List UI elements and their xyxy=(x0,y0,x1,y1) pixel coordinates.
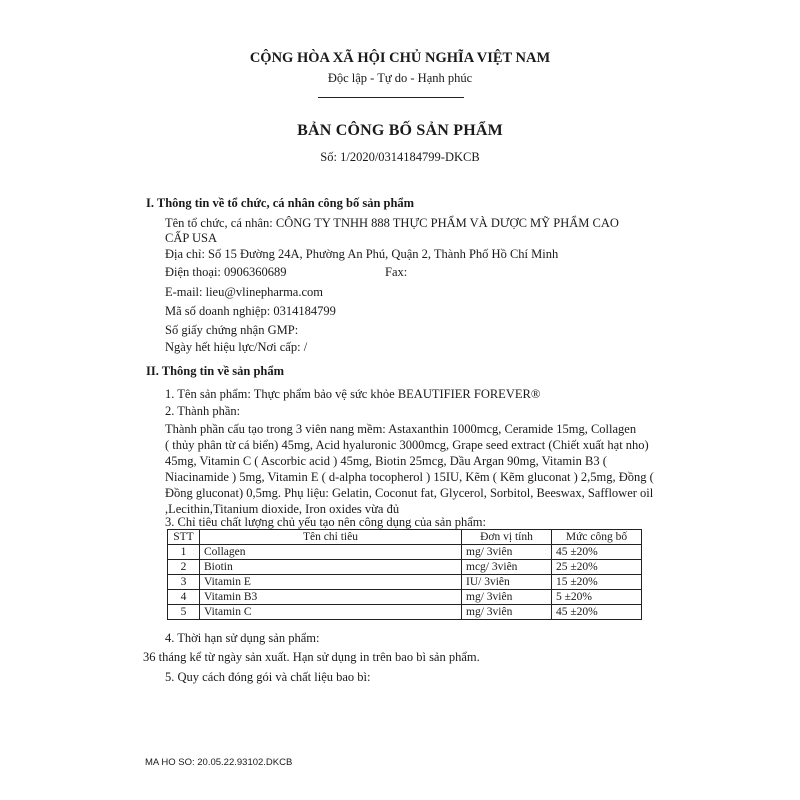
header-criteria: Tên chỉ tiêu xyxy=(200,530,462,545)
cell-unit: mg/ 3viên xyxy=(462,545,552,560)
address: Địa chỉ: Số 15 Đường 24A, Phường An Phú, Quận 2, Thành Phố Hồ Chí Minh xyxy=(165,247,559,261)
organization-name: Tên tổ chức, cá nhân: CÔNG TY TNHH 888 THỰC PHẨM VÀ DƯỢC MỸ PHẨM CAO xyxy=(165,216,619,230)
gmp-certificate: Số giấy chứng nhận GMP: xyxy=(165,323,299,337)
cell-stt: 5 xyxy=(168,605,200,620)
cell-stt: 1 xyxy=(168,545,200,560)
cell-unit: mcg/ 3viên xyxy=(462,560,552,575)
document-title: BẢN CÔNG BỐ SẢN PHẨM xyxy=(297,122,503,139)
tax-code: Mã số doanh nghiệp: 0314184799 xyxy=(165,304,336,318)
table-header-row xyxy=(168,530,642,545)
cell-stt: 2 xyxy=(168,560,200,575)
ingredients-line: Niacinamide ) 5mg, Vitamin E ( d-alpha tocopherol ) 15IU, Kẽm ( Kẽm gluconat ) 2,5mg, Đồng ( xyxy=(165,470,654,484)
email: E-mail: lieu@vlinepharma.com xyxy=(165,285,323,299)
document-number: Số: 1/2020/0314184799-DKCB xyxy=(320,150,480,164)
ingredients-line: Đồng gluconat) 0,5mg. Phụ liệu: Gelatin, Coconut fat, Glycerol, Sorbitol, Beeswax, Safflower oil xyxy=(165,486,654,500)
table-row xyxy=(168,560,642,575)
fax: Fax: xyxy=(385,265,408,279)
cell-criteria: Vitamin C xyxy=(200,605,462,620)
packaging-label: 5. Quy cách đóng gói và chất liệu bao bì: xyxy=(165,670,371,684)
cell-level: 25 ±20% xyxy=(552,560,642,575)
table-row xyxy=(168,605,642,620)
section2-heading: II. Thông tin về sản phẩm xyxy=(146,364,285,378)
cell-level: 45 ±20% xyxy=(552,545,642,560)
header-unit: Đơn vị tính xyxy=(462,530,552,545)
cell-criteria: Collagen xyxy=(200,545,462,560)
dossier-code: MA HO SO: 20.05.22.93102.DKCB xyxy=(145,757,293,768)
ingredients-line: 45mg, Vitamin C ( Ascorbic acid ) 45mg, Biotin 25mcg, Dầu Argan 90mg, Vitamin B3 ( xyxy=(165,454,607,468)
phone: Điện thoại: 0906360689 xyxy=(165,265,287,279)
cell-criteria: Vitamin E xyxy=(200,575,462,590)
cell-unit: mg/ 3viên xyxy=(462,590,552,605)
cell-unit: IU/ 3viên xyxy=(462,575,552,590)
national-motto: Độc lập - Tự do - Hạnh phúc xyxy=(327,71,473,85)
ingredients-line: ,Lecithin,Titanium dioxide, Iron oxides vừa đủ xyxy=(165,502,400,516)
cell-level: 45 ±20% xyxy=(552,605,642,620)
organization-name-cont: CẤP USA xyxy=(165,231,217,245)
ingredients-line: Thành phần cấu tạo trong 3 viên nang mềm: Astaxanthin 1000mcg, Ceramide 15mg, Collagen xyxy=(165,422,637,436)
section1-heading: I. Thông tin về tổ chức, cá nhân công bố sản phẩm xyxy=(146,196,415,210)
ingredients-label: 2. Thành phần: xyxy=(165,404,241,418)
quality-criteria-label: 3. Chỉ tiêu chất lượng chủ yếu tạo nên công dụng của sản phẩm: xyxy=(165,515,486,529)
shelf-life-text: 36 tháng kể từ ngày sản xuất. Hạn sử dụng in trên bao bì sản phẩm. xyxy=(143,650,480,664)
cell-criteria: Vitamin B3 xyxy=(200,590,462,605)
header-level: Mức công bố xyxy=(552,530,642,545)
header-divider xyxy=(318,97,464,98)
cell-level: 15 ±20% xyxy=(552,575,642,590)
table-row xyxy=(168,575,642,590)
expiry-issuer: Ngày hết hiệu lực/Nơi cấp: / xyxy=(165,340,308,354)
cell-criteria: Biotin xyxy=(200,560,462,575)
table-row xyxy=(168,545,642,560)
country-header: CỘNG HÒA XÃ HỘI CHỦ NGHĨA VIỆT NAM xyxy=(249,50,551,66)
header-stt: STT xyxy=(168,530,200,545)
table-row xyxy=(168,590,642,605)
cell-stt: 3 xyxy=(168,575,200,590)
cell-level: 5 ±20% xyxy=(552,590,642,605)
quality-table xyxy=(167,529,642,620)
cell-unit: mg/ 3viên xyxy=(462,605,552,620)
ingredients-line: ( thủy phân từ cá biển) 45mg, Acid hyaluronic 3000mcg, Grape seed extract (Chiết xuất hạt nho) xyxy=(165,438,649,452)
product-name: 1. Tên sản phẩm: Thực phẩm bảo vệ sức khỏe BEAUTIFIER FOREVER® xyxy=(165,387,541,401)
cell-stt: 4 xyxy=(168,590,200,605)
shelf-life-label: 4. Thời hạn sử dụng sản phẩm: xyxy=(165,631,320,645)
